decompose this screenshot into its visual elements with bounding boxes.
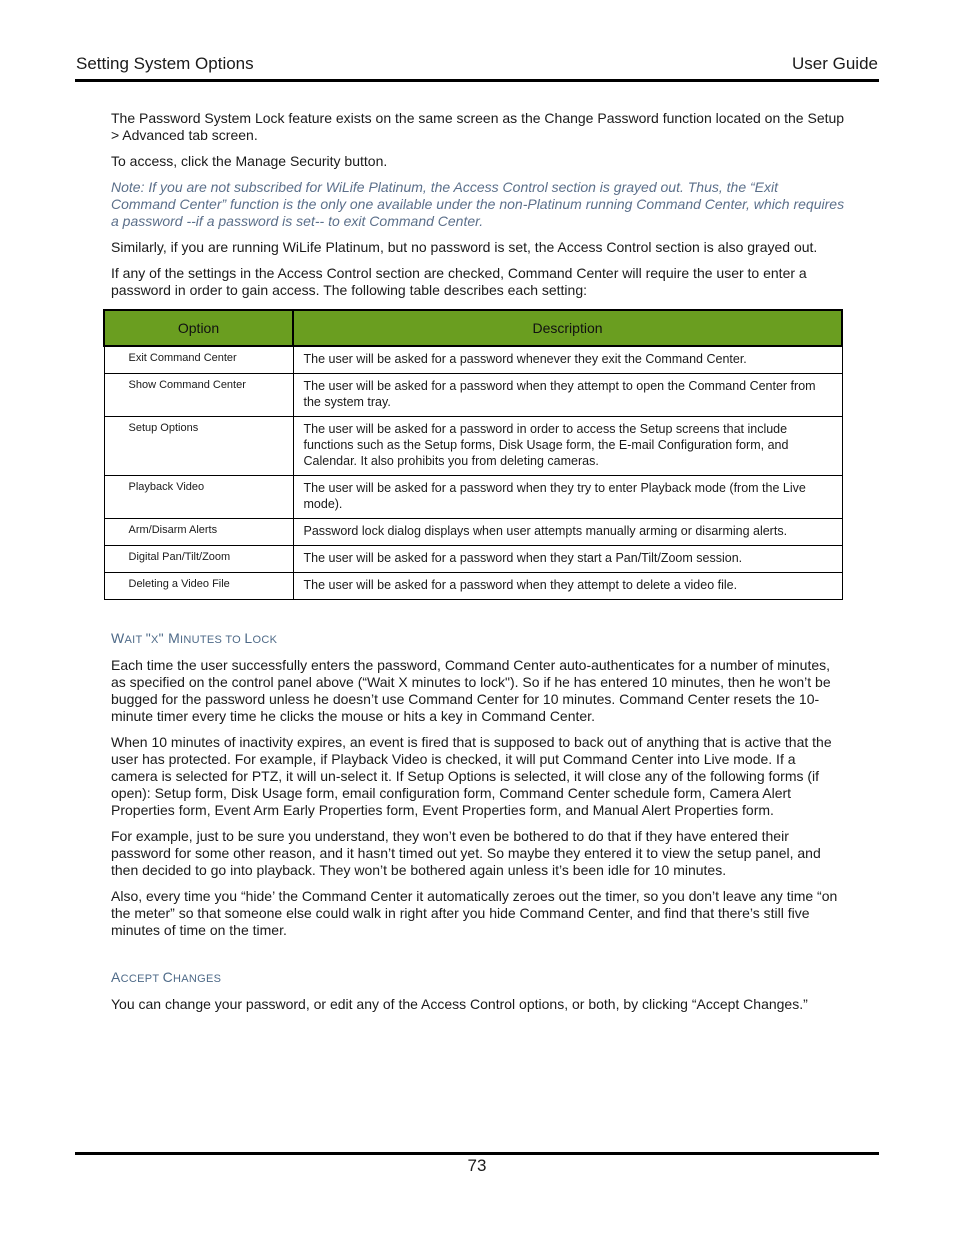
settings-paragraph: If any of the settings in the Access Control section are checked, Command Center will require the user to enter a password in order to gain access. The following table describes each setting: xyxy=(111,265,807,298)
option-cell: Playback Video xyxy=(104,476,293,519)
heading-cap: W xyxy=(111,630,125,646)
section-paragraph: You can change your password, or edit any of the Access Control options, or both, by clicking “Accept Changes.” xyxy=(111,996,808,1012)
header-rule xyxy=(75,79,879,82)
access-paragraph: To access, click the Manage Security button. xyxy=(111,153,388,169)
note-paragraph xyxy=(111,179,846,230)
heading-cap: " xyxy=(145,630,151,646)
page-number: 73 xyxy=(467,1156,487,1175)
heading-cap: M xyxy=(168,630,181,646)
page-content xyxy=(111,110,846,1022)
intro-paragraph: The Password System Lock feature exists on the same screen as the Change Password function located on the Setup > Advanced tab screen. xyxy=(111,110,845,143)
description-cell: The user will be asked for a password when they start a Pan/Tilt/Zoom session. xyxy=(293,546,842,573)
option-cell: Digital Pan/Tilt/Zoom xyxy=(104,546,293,573)
description-cell: Password lock dialog displays when user attempts manually arming or disarming alerts. xyxy=(293,519,842,546)
table-row xyxy=(104,417,842,476)
heading-small-caps: OCK xyxy=(252,634,278,646)
heading-cap: A xyxy=(111,969,121,985)
heading-small-caps: INUTES TO xyxy=(180,634,245,646)
section-paragraph: Also, every time you “hide’ the Command Center it automatically zeroes out the timer, so you don’t leave any time “on the meter” so that someone else could walk in right after you hide Command Center, and find that there’s still five minutes of time on the timer. xyxy=(111,888,838,938)
option-cell: Arm/Disarm Alerts xyxy=(104,519,293,546)
table-row xyxy=(104,519,842,546)
note-label: Note: xyxy=(111,179,145,195)
option-cell: Deleting a Video File xyxy=(104,573,293,600)
table-row xyxy=(104,374,842,417)
section-paragraph: When 10 minutes of inactivity expires, an event is fired that is supposed to back out of anything that is active that the user has protected. For example, if Playback Video is checked, it will put Command Center into Live mode. If a camera is selected for PTZ, it will un-select it. If Setup Options is selected, it will close any of the following forms (if open): Setup form, Disk Usage form, email configuration form, Command Center schedule form, Camera Alert Properties form, Event Arm Early Properties form, Event Properties form, and Manual Alert Properties form. xyxy=(111,734,832,818)
heading-small-caps: HANGES xyxy=(173,973,222,985)
heading-small-caps: X xyxy=(150,634,159,646)
description-column-header: Description xyxy=(293,310,842,346)
table-row xyxy=(104,346,842,374)
description-cell: The user will be asked for a password when they attempt to open the Command Center from the system tray. xyxy=(293,374,842,417)
table-row xyxy=(104,573,842,600)
accept-changes-heading xyxy=(111,969,846,988)
option-column-header: Option xyxy=(104,310,293,346)
footer-rule xyxy=(75,1152,879,1155)
heading-small-caps: CCEPT xyxy=(120,973,163,985)
table-row xyxy=(104,546,842,573)
option-cell: Exit Command Center xyxy=(104,346,293,374)
heading-cap: L xyxy=(244,630,253,646)
options-table xyxy=(103,309,843,600)
heading-cap: C xyxy=(162,969,174,985)
header-section-title: Setting System Options xyxy=(76,54,254,73)
section-paragraph: Each time the user successfully enters the password, Command Center auto-authenticates for a number of minutes, as specified on the control panel above (“Wait X minutes to lock"). So if he has entered 10 minutes, then he won’t be bugged for the password unless he doesn’t use Command Center for 10 minutes. Command Center resets the 10-minute timer every time he clicks the mouse or hits a key in Command Center. xyxy=(111,657,831,724)
description-cell: The user will be asked for a password whenever they exit the Command Center. xyxy=(293,346,842,374)
table-header-row xyxy=(104,310,842,346)
option-cell: Setup Options xyxy=(104,417,293,476)
wait-minutes-heading xyxy=(111,630,846,649)
section-paragraph: For example, just to be sure you understand, they won’t even be bothered to do that if they have entered their password for some other reason, and it hasn’t timed out yet. So maybe they entered it to view the setup panel, and then decided to go into playback. They won’t be bothered again unless it’s been idle for 10 minutes. xyxy=(111,828,821,878)
platinum-paragraph: Similarly, if you are running WiLife Platinum, but no password is set, the Access Control section is also grayed out. xyxy=(111,239,818,255)
heading-small-caps: AIT xyxy=(124,634,146,646)
table-row xyxy=(104,476,842,519)
heading-cap: " xyxy=(158,630,169,646)
description-cell: The user will be asked for a password in order to access the Setup screens that include functions such as the Setup forms, Disk Usage form, the E-mail Configuration form, and Calendar. It also prohibits you from deleting cameras. xyxy=(293,417,842,476)
description-cell: The user will be asked for a password when they try to enter Playback mode (from the Live mode). xyxy=(293,476,842,519)
page-header xyxy=(76,54,878,76)
note-text: If you are not subscribed for WiLife Platinum, the Access Control section is grayed out. Thus, the “Exit Command Center” function is the only one available under the non-Platinum running Command Center, which requires a password --if a password is set-- to exit Command Center. xyxy=(111,179,845,229)
option-cell: Show Command Center xyxy=(104,374,293,417)
description-cell: The user will be asked for a password when they attempt to delete a video file. xyxy=(293,573,842,600)
header-doc-title: User Guide xyxy=(792,54,878,73)
